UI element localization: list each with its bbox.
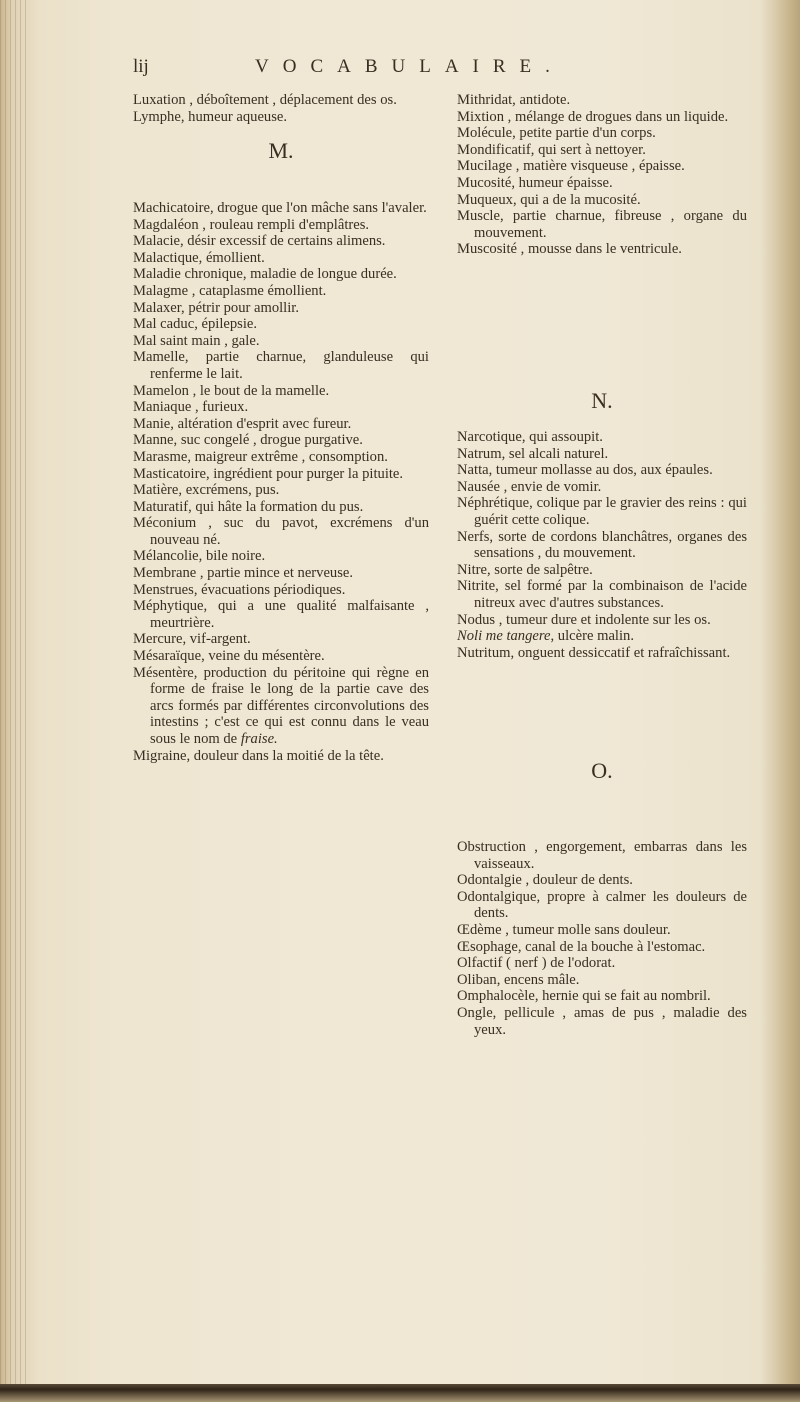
vocabulary-entry (457, 988, 747, 1005)
entry-term: Maturatif (133, 498, 189, 515)
entry-definition: , drogue que l'on mâche sans l'avaler. (209, 200, 427, 216)
vocabulary-entry (457, 839, 747, 872)
entry-definition: , onguent dessiccatif et rafraîchissant. (510, 644, 731, 661)
entry-definition: , le bout de la mamelle. (188, 382, 330, 399)
entry-term: Manie (133, 415, 171, 432)
vocabulary-entry (457, 158, 747, 175)
vocabulary-entry (133, 92, 429, 109)
entry-definition: , partie mince et nerveuse. (196, 565, 354, 582)
vocabulary-entry (133, 349, 429, 382)
entry-term: Malaxer (133, 299, 182, 316)
entry-definition: , sel alcali naturel. (501, 445, 609, 462)
entry-definition: , qui sert à nettoyer. (530, 141, 646, 158)
entry-term: Mélancolie (133, 548, 199, 565)
page-bottom-edge (0, 1384, 800, 1402)
entry-definition: , désir excessif de certains alimens. (180, 233, 386, 250)
vocabulary-entry (133, 416, 429, 433)
entry-definition: , pellicule , amas de pus , maladie des yeux. (474, 1004, 747, 1038)
vocabulary-entry (133, 383, 429, 400)
vocabulary-entry (457, 872, 747, 889)
entry-term: Mucosité (457, 174, 512, 191)
vocabulary-entry (133, 300, 429, 317)
right-column-n-entries (457, 429, 747, 661)
entry-definition: , évacuations périodiques. (193, 581, 346, 598)
vocabulary-entry (457, 529, 747, 562)
entry-term: Muqueux (457, 191, 513, 208)
entry-definition-italic: fraise. (240, 731, 278, 747)
vocabulary-entry (133, 333, 429, 350)
entry-definition: , tumeur mollasse au dos, aux épaules. (488, 462, 713, 479)
vocabulary-entry (457, 495, 747, 528)
entry-definition: , excrémens, pus. (178, 482, 280, 499)
entry-definition: , encens mâle. (496, 971, 580, 988)
vocabulary-entry (457, 125, 747, 142)
entry-definition: , émollient. (198, 249, 265, 266)
vocabulary-entry (457, 192, 747, 209)
entry-term: Menstrues (133, 581, 194, 598)
entry-term: Nitre (457, 561, 487, 578)
entry-definition: , tumeur dure et indolente sur les os. (495, 611, 711, 628)
entry-term: Maladie chronique (133, 266, 243, 283)
vocabulary-entry (457, 645, 747, 662)
entry-term: Muscosité (457, 241, 517, 258)
entry-definition: , matière visqueuse , épaisse. (512, 158, 685, 175)
entry-term: Malagme (133, 282, 189, 299)
entry-term: Lymphe (133, 108, 181, 125)
entry-definition: , sorte de cordons blanchâtres, organes des sensations , du mouvement. (474, 528, 747, 562)
entry-definition: , sel formé par la combinaison de l'acide nitreux avec d'autres substances. (474, 578, 747, 611)
vocabulary-entry (457, 241, 747, 258)
right-column-o-entries (457, 839, 747, 1038)
entry-term: Omphalocèle (457, 988, 535, 1005)
vocabulary-entry (457, 889, 747, 922)
entry-term: Natrum (457, 445, 502, 462)
section-letter-m: M. (268, 138, 294, 163)
entry-term: Odontalgie (457, 872, 522, 889)
vocabulary-entry (457, 562, 747, 579)
entry-term: Molécule (457, 125, 513, 142)
entry-definition: , petite partie d'un corps. (512, 125, 656, 142)
entry-definition: , pétrir pour amollir. (181, 299, 299, 316)
vocabulary-entry (457, 628, 747, 645)
entry-term: Mercure (133, 631, 183, 648)
entry-term: Marasme (133, 448, 188, 465)
entry-definition: , hernie qui se fait au nombril. (534, 988, 711, 1005)
entry-term: Matière (133, 482, 179, 499)
vocabulary-entry (457, 92, 747, 109)
entry-definition: , ulcère malin. (550, 628, 634, 645)
entry-term: Noli me tangere (457, 628, 551, 645)
vocabulary-entry (133, 109, 429, 126)
entry-term: Masticatoire (133, 465, 206, 482)
entry-definition: , altération d'esprit avec fureur. (170, 415, 352, 432)
entry-definition: , partie charnue, fibreuse , organe du mouvement. (474, 208, 747, 241)
entry-term: Mucilage (457, 158, 513, 175)
entry-term: Nutritum (457, 644, 511, 661)
vocabulary-entry (133, 665, 429, 748)
vocabulary-entry (133, 449, 429, 466)
vocabulary-entry (457, 939, 747, 956)
entry-term: Mamelon (133, 382, 189, 399)
entry-definition: , qui assoupit. (521, 429, 603, 445)
entry-term: Mésaraïque (133, 648, 202, 665)
entry-definition: , cataplasme émollient. (188, 282, 327, 299)
vocabulary-entry (133, 432, 429, 449)
entry-term: Malacie (133, 233, 180, 250)
entry-term: Nausée (457, 478, 500, 495)
vocabulary-entry (133, 648, 429, 665)
vocabulary-entry (133, 399, 429, 416)
vocabulary-entry (133, 515, 429, 548)
vocabulary-entry (133, 482, 429, 499)
entry-term: Méphytique (133, 598, 204, 615)
entry-term: Machicatoire (133, 200, 210, 216)
entry-term: Nitrite (457, 578, 496, 595)
entry-definition: , qui a de la mucosité. (512, 191, 641, 208)
entry-definition: , tumeur molle sans douleur. (501, 921, 671, 938)
vocabulary-entry (457, 429, 747, 446)
vocabulary-entry (133, 250, 429, 267)
vocabulary-entry (457, 1005, 747, 1038)
entry-definition: , partie charnue, glanduleuse qui renferme le lait. (150, 349, 429, 382)
page-header (133, 56, 745, 80)
book-binding-edge (0, 0, 28, 1402)
entry-definition: , suc du pavot, excrémens d'un nouveau né. (150, 515, 429, 548)
vocabulary-entry (457, 175, 747, 192)
vocabulary-entry (133, 466, 429, 483)
entry-definition: , envie de vomir. (499, 478, 602, 495)
vocabulary-entry (457, 142, 747, 159)
entry-term: Œdème (457, 921, 502, 938)
vocabulary-entry (133, 548, 429, 565)
entry-definition: , douleur dans la moitié de la tête. (186, 747, 384, 764)
entry-definition: , déboîtement , déplacement des os. (185, 92, 397, 108)
vocabulary-entry (133, 233, 429, 250)
entry-term: Mal caduc (133, 316, 195, 333)
entry-term: Membrane (133, 565, 197, 582)
vocabulary-entry (457, 922, 747, 939)
entry-definition: , sorte de salpêtre. (487, 561, 593, 578)
entry-term: Maniaque (133, 399, 192, 416)
entry-definition: , suc congelé , drogue purgative. (173, 432, 363, 449)
vocabulary-entry (457, 208, 747, 241)
vocabulary-entry (133, 283, 429, 300)
vocabulary-entry (457, 462, 747, 479)
entry-term: Mondificatif (457, 141, 531, 158)
entry-term: Odontalgique (457, 888, 537, 905)
entry-definition: , humeur aqueuse. (180, 108, 288, 125)
entry-term: Mamelle (133, 349, 185, 366)
entry-definition: , vif-argent. (182, 631, 251, 648)
entry-term: Narcotique (457, 429, 522, 445)
entry-term: Mésentère (133, 664, 194, 681)
section-letter-o: O. (591, 758, 613, 783)
entry-definition: , rouleau rempli d'emplâtres. (198, 216, 370, 233)
left-column-l-entries (133, 92, 429, 125)
entry-term: Nodus (457, 611, 496, 628)
entry-definition: , engorgement, embarras dans les vaisseaux. (474, 839, 747, 872)
vocabulary-entry (457, 972, 747, 989)
entry-definition: , mélange de drogues dans un liquide. (504, 108, 729, 125)
entry-definition: , mousse dans le ventricule. (517, 241, 682, 258)
entry-definition: , ingrédient pour purger la pituite. (205, 465, 404, 482)
entry-term: Nerfs (457, 528, 490, 545)
vocabulary-entry (133, 499, 429, 516)
section-letter-n: N. (591, 388, 613, 413)
entry-term: Migraine (133, 747, 187, 764)
entry-definition: , veine du mésentère. (201, 648, 325, 665)
vocabulary-entry (133, 266, 429, 283)
vocabulary-entry (133, 598, 429, 631)
entry-term: Ongle (457, 1004, 493, 1021)
vocabulary-entry (133, 217, 429, 234)
vocabulary-entry (133, 565, 429, 582)
entry-term: Mixtion (457, 108, 505, 125)
entry-definition: , bile noire. (198, 548, 266, 565)
entry-definition: , épilepsie. (194, 316, 258, 333)
vocabulary-entry (457, 109, 747, 126)
entry-definition: , douleur de dents. (521, 872, 633, 889)
vocabulary-entry (133, 200, 429, 217)
entry-term: Méconium (133, 515, 197, 532)
vocabulary-entry (457, 955, 747, 972)
entry-term: Luxation (133, 92, 186, 108)
entry-definition: , qui a une qualité malfaisante , meurtrière. (150, 598, 429, 631)
entry-definition: , colique par le gravier des reins : qui guérit cette colique. (474, 495, 747, 528)
vocabulary-entry (133, 748, 429, 765)
vocabulary-entry (133, 316, 429, 333)
right-column-m-entries (457, 92, 747, 258)
entry-definition: , propre à calmer les douleurs de dents. (474, 888, 747, 922)
entry-term: Manne (133, 432, 174, 449)
entry-term: Magdaléon (133, 216, 199, 233)
entry-term: Malactique (133, 249, 199, 266)
vocabulary-entry (133, 582, 429, 599)
page-number: lij (133, 56, 149, 77)
entry-definition: , qui hâte la formation du pus. (188, 498, 364, 515)
entry-definition: , maladie de longue durée. (242, 266, 397, 283)
vocabulary-entry (457, 479, 747, 496)
entry-term: Mal saint main (133, 332, 221, 349)
entry-definition: , humeur épaisse. (511, 174, 613, 191)
vocabulary-entry (457, 612, 747, 629)
entry-definition: , maigreur extrême , consomption. (187, 448, 388, 465)
left-column-m-entries (133, 200, 429, 764)
entry-term: Mithridat (457, 92, 513, 108)
entry-term: Olfactif (457, 955, 503, 972)
running-title: VOCABULAIRE. (255, 56, 564, 77)
vocabulary-entry (457, 578, 747, 611)
entry-definition: , gale. (220, 332, 260, 349)
entry-term: Muscle (457, 208, 500, 225)
entry-definition: , furieux. (191, 399, 249, 416)
entry-definition: ( nerf ) de l'odorat. (502, 955, 616, 972)
entry-definition: , canal de la bouche à l'estomac. (517, 938, 706, 955)
entry-term: Néphrétique (457, 495, 530, 512)
vocabulary-entry (133, 631, 429, 648)
entry-definition: , antidote. (512, 92, 571, 108)
entry-term: Oliban (457, 971, 497, 988)
vocabulary-entry (457, 446, 747, 463)
entry-term: Obstruction (457, 839, 526, 855)
entry-definition: , production du péritoine qui règne en forme de fraise le long de la partie cave des arcs formés par différentes circonvolutions des intestins ; c'est ce qui est connu dans le veau sous le nom de (150, 664, 429, 747)
entry-term: Œsophage (457, 938, 518, 955)
entry-term: Natta (457, 462, 489, 479)
